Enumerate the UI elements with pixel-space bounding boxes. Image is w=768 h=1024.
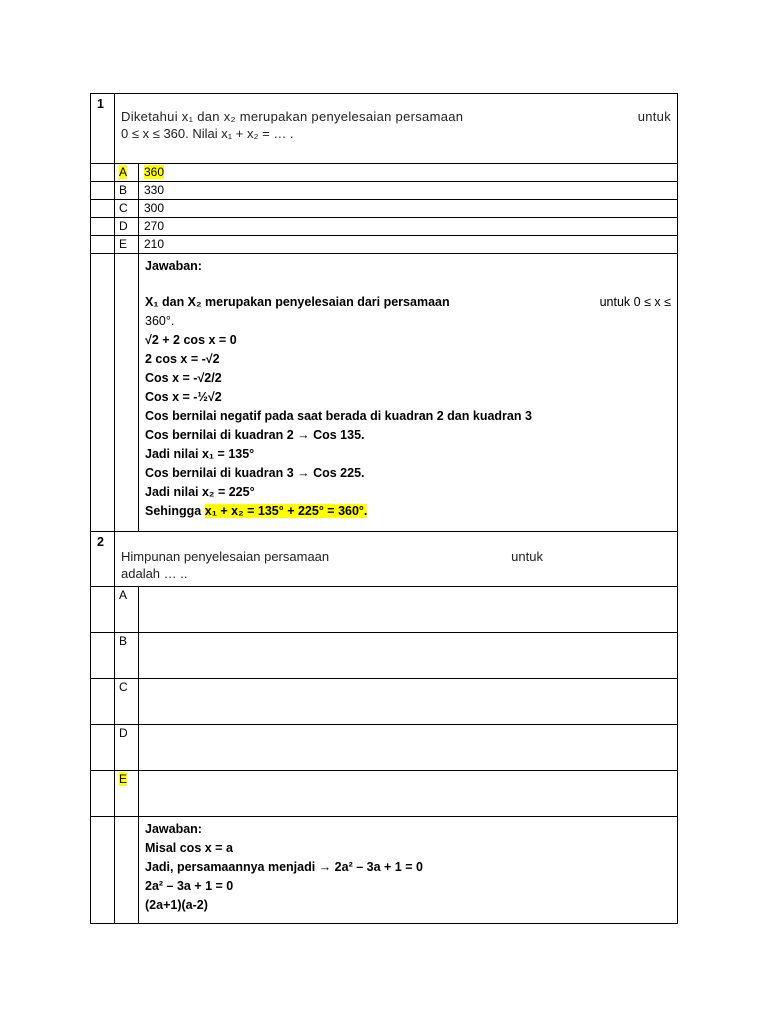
option-row[interactable] bbox=[91, 771, 678, 817]
answer-step: Cos bernilai di kuadran 2 → Cos 135. bbox=[145, 428, 365, 442]
question-number: 2 bbox=[91, 532, 115, 587]
option-value: 270 bbox=[139, 218, 678, 236]
final-answer-highlight: x₁ + x₂ = 135° + 225° = 360°. bbox=[204, 504, 368, 518]
answer-block: Jawaban: X₁ dan X₂ merupakan penyelesaian dari persamaan untuk 0 ≤ x ≤ 360°. √2 + 2 cos x = 0 2 cos x = -√2 Cos x = -√2/2 Cos x = -½√2 Cos bernilai negatif pada saat berada di kuadran 2 dan kuadran 3 Cos bernilai di kuadran 2 → Cos 135. Jadi nilai x₁ = 135° Cos bernilai di kuadran 3 → Cos 225. Jadi nilai x₂ = 225° Sehingga x₁ + x₂ = 135° + 225° = 360°. bbox=[139, 254, 678, 532]
answer-step: (2a+1)(a-2) bbox=[145, 898, 208, 912]
option-letter: E bbox=[119, 772, 128, 786]
answer-step: Cos bernilai di kuadran 3 → Cos 225. bbox=[145, 466, 365, 480]
option-letter: C bbox=[115, 679, 139, 725]
option-value: 360 bbox=[144, 165, 165, 179]
option-letter: C bbox=[115, 200, 139, 218]
option-value: 330 bbox=[139, 182, 678, 200]
answer-step: 2 cos x = -√2 bbox=[145, 352, 220, 366]
answer-step: Cos bernilai negatif pada saat berada di kuadran 2 dan kuadran 3 bbox=[145, 409, 532, 423]
question-text: Himpunan penyelesaian persamaan untuk adalah … .. bbox=[115, 532, 678, 587]
answer-step: √2 + 2 cos x = 0 bbox=[145, 333, 237, 347]
answer-step: Jadi nilai x₁ = 135° bbox=[145, 447, 255, 461]
answer-block bbox=[139, 817, 678, 924]
question-text: Diketahui x₁ dan x₂ merupakan penyelesaian persamaan untuk 0 ≤ x ≤ 360. Nilai x₁ + x₂ = … . bbox=[115, 94, 678, 164]
option-value: 300 bbox=[139, 200, 678, 218]
option-row[interactable] bbox=[91, 633, 678, 679]
option-row[interactable] bbox=[91, 164, 678, 182]
option-letter: B bbox=[115, 182, 139, 200]
answer-step: Misal cos x = a bbox=[145, 841, 233, 855]
option-letter: D bbox=[115, 218, 139, 236]
option-row[interactable] bbox=[91, 679, 678, 725]
answer-step: Cos x = -½√2 bbox=[145, 390, 222, 404]
option-row[interactable] bbox=[91, 725, 678, 771]
answer-step: Jadi nilai x₂ = 225° bbox=[145, 485, 255, 499]
option-row[interactable] bbox=[91, 182, 678, 200]
question-number: 1 bbox=[91, 94, 115, 164]
option-row[interactable] bbox=[91, 218, 678, 236]
answer-step: Jadi, persamaannya menjadi → 2a² – 3a + 1 = 0 bbox=[145, 860, 423, 874]
option-value: 210 bbox=[139, 236, 678, 254]
option-row[interactable] bbox=[91, 587, 678, 633]
option-letter: A bbox=[115, 587, 139, 633]
answer-step: 2a² – 3a + 1 = 0 bbox=[145, 879, 234, 893]
option-row[interactable] bbox=[91, 236, 678, 254]
answer-heading: Jawaban: bbox=[145, 259, 202, 273]
answer-step: Cos x = -√2/2 bbox=[145, 371, 222, 385]
answer-heading: Jawaban: bbox=[145, 822, 202, 836]
option-letter: A bbox=[119, 165, 128, 179]
option-letter: B bbox=[115, 633, 139, 679]
option-letter: D bbox=[115, 725, 139, 771]
option-letter: E bbox=[115, 236, 139, 254]
answer-final: Sehingga x₁ + x₂ = 135° + 225° = 360°. bbox=[145, 504, 368, 518]
question-table bbox=[90, 93, 678, 924]
option-row[interactable] bbox=[91, 200, 678, 218]
